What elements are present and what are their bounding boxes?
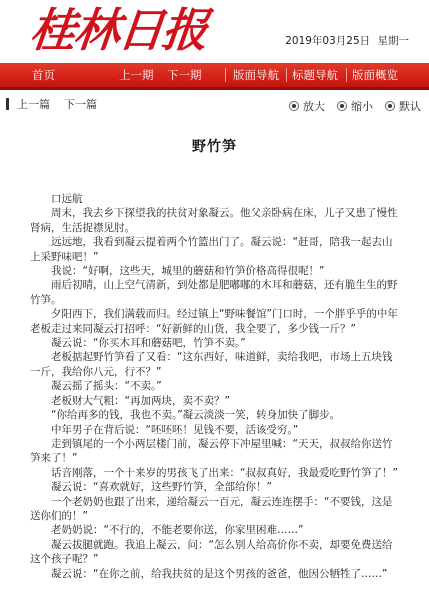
pager-marker xyxy=(6,98,9,110)
zoom-out-option[interactable] xyxy=(337,98,373,114)
nav-title-guide[interactable]: 标题导航 xyxy=(292,68,338,82)
article-toolbar xyxy=(0,96,429,116)
article-paragraph: 老板掂起野竹笋看了又看：“这东西好，味道鲜，卖给我吧，市场上五块钱一斤，我给你八元，行不？” xyxy=(30,351,393,378)
next-article-link[interactable]: 下一篇 xyxy=(64,98,97,111)
zoom-in-option[interactable] xyxy=(289,98,325,114)
article-paragraph: “你给再多的钱，我也不卖。”凝云淡淡一笑，转身加快了脚步。 xyxy=(51,409,341,422)
font-size-controls xyxy=(277,98,421,114)
nav-prev-issue[interactable]: 上一期 xyxy=(119,68,154,82)
nav-home[interactable]: 首页 xyxy=(32,68,55,82)
article-paragraph: 凝云摇了摇头：“不卖。” xyxy=(51,380,162,393)
article-paragraph: 远远地，我看到凝云提着两个竹篮出门了。凝云说：“赶哥，陪我一起去山上采野味吧！” xyxy=(30,236,393,263)
nav-divider xyxy=(286,68,287,82)
newspaper-logo: 桂林日报 xyxy=(27,3,209,57)
article-paragraph: 凝云说：“喜欢就好，这些野竹笋，全部给你！” xyxy=(51,481,272,494)
article-paragraph: 我说：“好啊，这些天，城里的蘑菇和竹笋价格高得很呢！” xyxy=(51,265,325,278)
radio-icon xyxy=(385,101,395,111)
radio-icon xyxy=(289,101,299,111)
zoom-in-label: 放大 xyxy=(303,100,325,113)
article-paragraph: 走到镇尾的一个小两层楼门前，凝云停下冲屋里喊：“天天，叔叔给你送竹笋来了！” xyxy=(30,437,393,465)
article-author: 口远航 xyxy=(51,193,83,205)
article-body xyxy=(30,192,400,581)
article-paragraph: 中年男子在背后说：“呸呸呸！见钱不要，活该受穷。” xyxy=(51,423,299,436)
article-paragraph: 周末，我去乡下探望我的扶贫对象凝云。他父亲卧病在床，儿子又患了慢性肾病，生活捉襟见肘。 xyxy=(30,207,398,234)
article-paragraph: 雨后初晴，山上空气清新，到处都是肥嘟嘟的木耳和蘑菇，还有脆生生的野竹笋。 xyxy=(30,279,398,306)
issue-weekday: 星期一 xyxy=(377,35,409,47)
article-paragraph: 老板财大气粗：“再加两块，卖不卖？” xyxy=(51,394,230,407)
nav-page-overview[interactable]: 版面概览 xyxy=(352,68,398,82)
article-title: 野竹笋 xyxy=(192,139,237,155)
article-paragraph: 凝云说：“你买木耳和蘑菇吧，竹笋不卖。” xyxy=(51,337,246,350)
masthead xyxy=(0,0,429,62)
article-paragraph: 话音刚落，一个十来岁的男孩飞了出来：“叔叔真好，我最爱吃野竹笋了！” xyxy=(51,466,398,479)
issue-date xyxy=(285,33,409,48)
prev-article-link[interactable]: 上一篇 xyxy=(17,98,50,111)
article-paragraph: 凝云拔腿就跑。我追上凝云，问：“怎么别人给高价你不卖，却要免费送给这个孩子呢？” xyxy=(30,538,393,566)
article-paragraph: 凝云说：“在你之前，给我扶贫的是这个男孩的爸爸，他因公牺牲了……” xyxy=(51,567,388,580)
zoom-out-label: 缩小 xyxy=(351,100,373,113)
article-pager xyxy=(6,96,97,112)
article-paragraph: 夕阳西下，我们满载而归。经过镇上“野味餐馆”门口时，一个胖乎乎的中年老板走过来同凝云打招呼：“好新鲜的山货，我全要了，多少钱一斤？” xyxy=(30,308,398,335)
nav-next-issue[interactable]: 下一期 xyxy=(167,68,202,82)
article-paragraph: 老奶奶说：“不行的，不能老要你送，你家里困难……” xyxy=(51,524,304,537)
default-size-label: 默认 xyxy=(399,100,421,113)
issue-date-text: 2019年03月25日 xyxy=(285,35,371,47)
nav-divider xyxy=(225,68,226,82)
default-size-option[interactable] xyxy=(385,98,421,114)
nav-page-guide[interactable]: 版面导航 xyxy=(233,68,279,82)
radio-icon xyxy=(337,101,347,111)
main-nav xyxy=(0,63,429,90)
article-paragraph: 一个老奶奶也跟了出来，递给凝云一百元，凝云连连摆手：“不要钱，这是送你们的！” xyxy=(30,495,393,522)
nav-divider xyxy=(346,68,347,82)
